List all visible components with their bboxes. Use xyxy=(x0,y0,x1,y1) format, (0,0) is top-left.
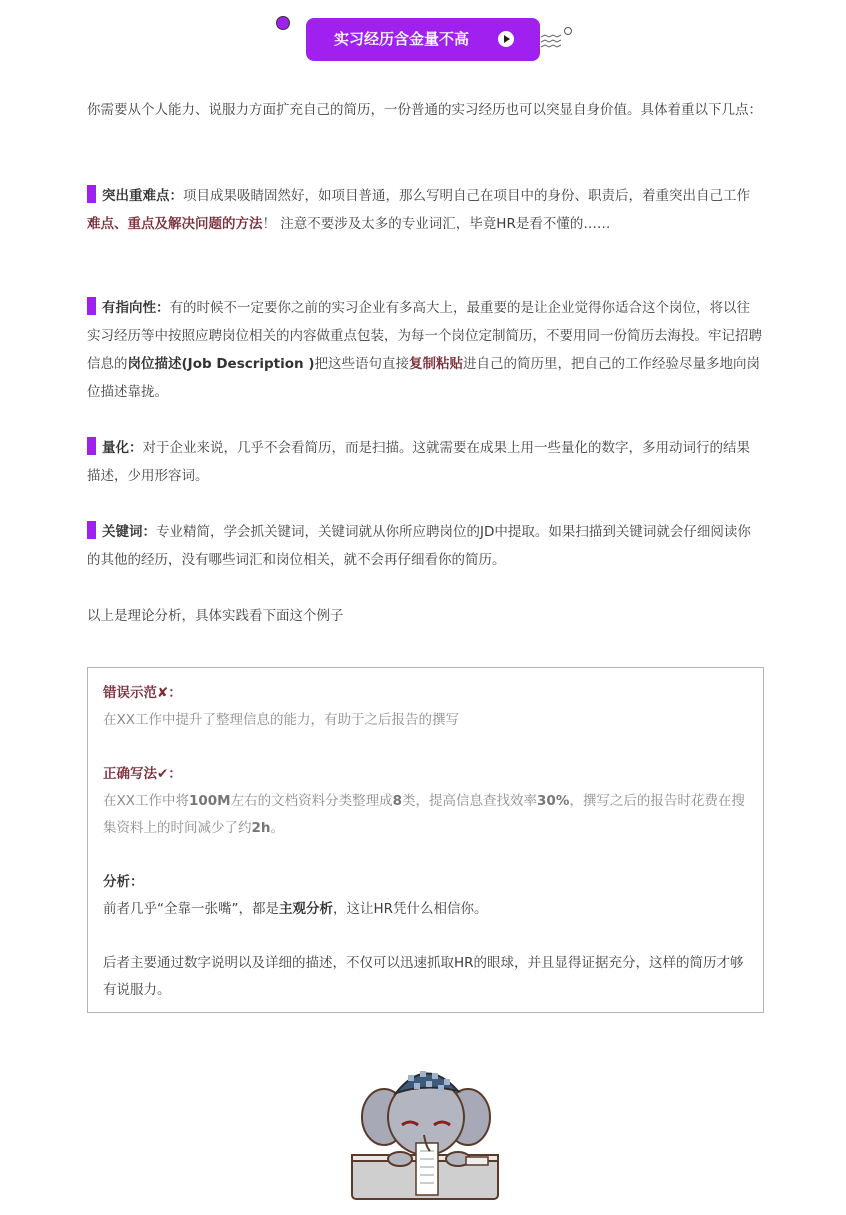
wrong-example-text: 在XX工作中提升了整理信息的能力，有助于之后报告的撰写 xyxy=(103,712,459,728)
outro-paragraph: 以上是理论分析，具体实践看下面这个例子 xyxy=(87,608,344,624)
section-header xyxy=(0,0,846,70)
analysis-text-2: 后者主要通过数字说明以及详细的描述，不仅可以迅速抓取HR的眼球，并且显得证据充分，这样的简历才够有说服力。 xyxy=(103,955,744,998)
tip-item-key-difficulties xyxy=(87,182,763,238)
section-title: 实习经历含金量不高 xyxy=(334,30,470,48)
play-icon xyxy=(498,31,514,47)
analysis-label: 分析： xyxy=(103,874,144,890)
tip-item-keywords xyxy=(87,518,763,574)
tip-title: 有指向性： xyxy=(102,300,170,316)
tip-item-targeted xyxy=(87,294,763,406)
elephant-mascot-illustration xyxy=(346,1055,506,1205)
tip-text: 专业精简，学会抓关键词，关键词就从你所应聘岗位的JD中提取。如果扫描到关键词就会仔细阅读你的其他的经历，没有哪些词汇和岗位相关，就不会再仔细看你的简历。 xyxy=(87,524,751,568)
purple-bullet-bar xyxy=(87,437,96,455)
purple-bullet-bar xyxy=(87,185,96,203)
tip-text-middle: 把这些语句直接 xyxy=(314,356,410,372)
right-example-label: 正确写法✔： xyxy=(103,766,182,782)
tip-title: 突出重难点： xyxy=(102,188,183,204)
tip-bold-term: 岗位描述(Job Description ) xyxy=(127,356,315,372)
tip-text: 有的时候不一定要你之前的实习企业有多高大上，最重要的是让企业觉得你适合这个岗位，将以往实习经历等中按照应聘岗位相关的内容做重点包装，为每一个岗位定制简历，不要用同一份简历去海投。牢记招聘信息的 xyxy=(87,300,762,372)
wrong-example-label: 错误示范✘： xyxy=(103,685,182,701)
decorative-dot-icon xyxy=(276,16,290,30)
tip-text: 项目成果吸睛固然好，如项目普通，那么写明自己在项目中的身份、职责后，着重突出自己工作 xyxy=(183,188,750,204)
tip-title: 量化： xyxy=(102,440,143,456)
wave-icon xyxy=(540,34,562,50)
tip-text-end: 进自己的简历里，把自己的工作经验尽量多地向岗位描述靠拢。 xyxy=(87,356,761,400)
intro-paragraph: 你需要从个人能力、说服力方面扩充自己的简历，一份普通的实习经历也可以突显自身价值。具体着重以下几点： xyxy=(87,102,762,118)
section-title-banner xyxy=(306,18,540,61)
purple-bullet-bar xyxy=(87,297,96,315)
tip-highlight: 复制粘贴 xyxy=(409,356,464,372)
right-example-text: 在XX工作中将100M左右的文档资料分类整理成8类，提高信息查找效率30%，撰写之后的报告时花费在搜集资料上的时间减少了约2h。 xyxy=(103,793,745,836)
tip-text-end: ！ 注意不要涉及太多的专业词汇，毕竟HR是看不懂的…… xyxy=(262,216,611,232)
tip-title: 关键词： xyxy=(102,524,156,540)
purple-bullet-bar xyxy=(87,521,96,539)
tip-highlight: 难点、重点及解决问题的方法 xyxy=(87,216,263,232)
decorative-ring-icon xyxy=(564,27,572,35)
analysis-text-1: 前者几乎“全靠一张嘴”，都是主观分析，这让HR凭什么相信你。 xyxy=(103,901,488,917)
tip-item-quantify xyxy=(87,434,763,490)
example-box xyxy=(87,667,764,1013)
tip-text: 对于企业来说，几乎不会看简历，而是扫描。这就需要在成果上用一些量化的数字，多用动词行的结果描述，少用形容词。 xyxy=(87,440,750,484)
